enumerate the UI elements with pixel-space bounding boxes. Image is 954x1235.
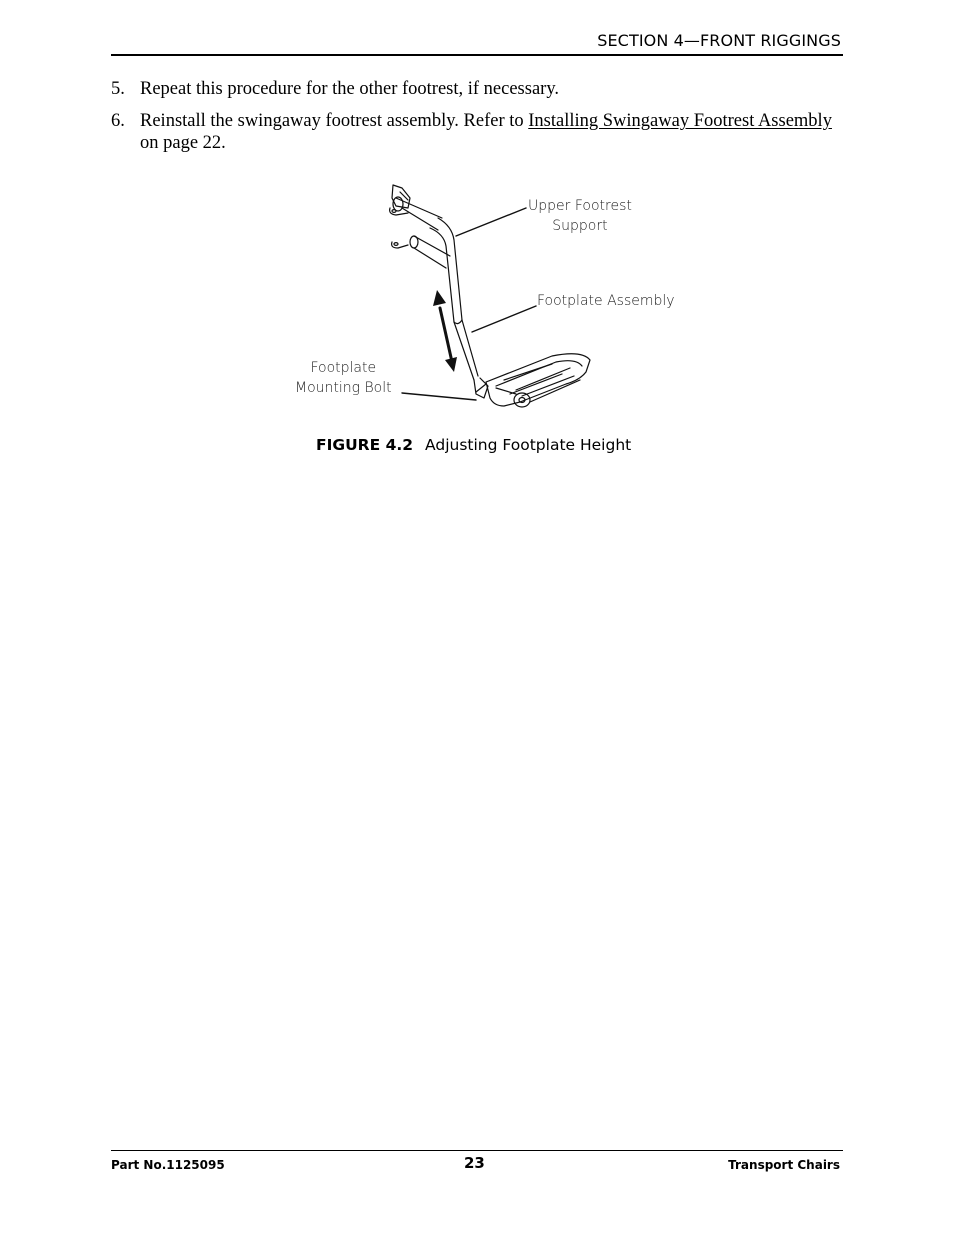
callout-line: Support	[552, 218, 608, 234]
product-name: Transport Chairs	[728, 1158, 840, 1172]
procedure-steps	[111, 78, 851, 164]
header-divider	[111, 54, 843, 56]
callout-upper-footrest-support	[528, 196, 632, 236]
step-number: 5.	[111, 79, 125, 99]
step-5	[111, 78, 851, 100]
footer-divider	[111, 1150, 843, 1151]
callout-line: Footplate	[310, 360, 377, 376]
step-6	[111, 110, 851, 154]
step-number: 6.	[111, 111, 125, 131]
section-header: SECTION 4—FRONT RIGGINGS	[597, 31, 841, 50]
step-text: Reinstall the swingaway footrest assembly. Refer to	[140, 111, 529, 131]
figure-label: FIGURE 4.2	[316, 436, 414, 454]
cross-reference-link[interactable]: Installing Swingaway Footrest Assembly	[528, 111, 832, 131]
part-number: Part No.1125095	[111, 1158, 225, 1172]
step-text-suffix: on page 22.	[140, 133, 226, 153]
figure-caption	[316, 436, 631, 454]
step-text: Repeat this procedure for the other footrest, if necessary.	[140, 79, 559, 99]
callout-footplate-assembly: Footplate Assembly	[537, 293, 675, 309]
callout-line: Mounting Bolt	[295, 380, 392, 396]
footrest-figure	[290, 180, 690, 410]
page-number: 23	[464, 1154, 485, 1172]
callout-line: Upper Footrest	[528, 198, 632, 214]
callout-footplate-mounting-bolt	[295, 358, 392, 398]
figure-title: Adjusting Footplate Height	[425, 436, 632, 454]
